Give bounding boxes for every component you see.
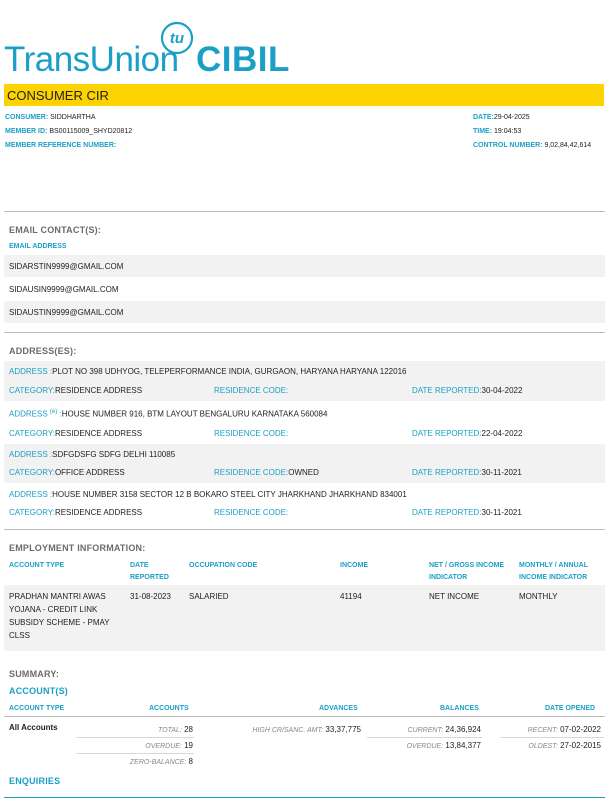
sum-header-account-type: ACCOUNT TYPE: [9, 705, 65, 712]
overdue-balance: OVERDUE: 13,84,377: [406, 741, 481, 750]
report-title: CONSUMER CIR: [7, 88, 109, 103]
divider: [4, 332, 605, 333]
email-row: SIDARSTIN9999@GMAIL.COM: [4, 255, 605, 277]
address-detail-row: CATEGORY:RESIDENCE ADDRESS RESIDENCE CODE: DATE REPORTED:30-04-2022: [4, 380, 605, 401]
emp-header-date-reported: DATE REPORTED: [130, 562, 169, 581]
report-title-bar: [4, 84, 604, 106]
email-row: SIDAUSIN9999@GMAIL.COM: [9, 285, 119, 294]
address-row: ADDRESS :SDFGDSFG SDFG DELHI 110085: [4, 444, 605, 465]
sum-header-advances: ADVANCES: [319, 705, 358, 712]
address-row: ADDRESS :HOUSE NUMBER 3158 SECTOR 12 B BOKARO STEEL CITY JHARKHAND JHARKHAND 834001: [9, 490, 407, 499]
current-balance: CURRENT: 24,36,924: [407, 725, 481, 734]
all-accounts-label: All Accounts: [9, 723, 58, 732]
emp-occupation: SALARIED: [189, 592, 229, 601]
control-number-field: CONTROL NUMBER: 9,02,84,42,614: [473, 142, 592, 149]
employment-section-title: EMPLOYMENT INFORMATION:: [9, 543, 146, 553]
transunion-cibil-logo: [4, 20, 294, 80]
emp-net-gross: NET INCOME: [429, 592, 480, 601]
accounts-title: ACCOUNT(S): [9, 686, 68, 696]
sum-header-balances: BALANCES: [440, 705, 479, 712]
divider: [4, 716, 605, 717]
oldest-date-opened: OLDEST: 27-02-2015: [528, 741, 601, 750]
emp-date-reported: 31-08-2023: [130, 592, 171, 601]
divider: [4, 797, 605, 798]
sum-header-accounts: ACCOUNTS: [149, 705, 189, 712]
logo-brand: TransUnion: [4, 40, 179, 79]
divider: [4, 529, 605, 530]
divider: [76, 737, 194, 738]
address-section-title: ADDRESS(ES):: [9, 346, 77, 356]
address-detail-row: CATEGORY:OFFICE ADDRESS RESIDENCE CODE:OWNED DATE REPORTED:30-11-2021: [4, 462, 605, 483]
address-detail-row: CATEGORY:RESIDENCE ADDRESS RESIDENCE CODE: DATE REPORTED:30-11-2021: [9, 508, 522, 517]
zero-balance-accounts: ZERO-BALANCE: 8: [129, 757, 193, 766]
email-address-header: EMAIL ADDRESS: [9, 243, 67, 250]
time-field: TIME: 19:04:53: [473, 128, 522, 135]
enquiries-title: ENQUIRIES: [9, 776, 61, 786]
total-accounts: TOTAL: 28: [158, 725, 193, 734]
recent-date-opened: RECENT: 07-02-2022: [527, 725, 601, 734]
divider: [500, 737, 604, 738]
svg-text:tu: tu: [169, 30, 185, 47]
date-field: DATE:29-04-2025: [473, 114, 530, 121]
sum-header-date-opened: DATE OPENED: [545, 705, 596, 712]
emp-header-occupation: OCCUPATION CODE: [189, 562, 258, 569]
divider: [4, 211, 605, 212]
consumer-field: CONSUMER: SIDDHARTHA: [5, 114, 96, 121]
emp-header-net-gross: NET / GROSS INCOME INDICATOR: [429, 562, 505, 581]
emp-account-type: PRADHAN MANTRI AWAS YOJANA - CREDIT LINK SUBSIDY SCHEME - PMAY CLSS: [9, 592, 110, 640]
emp-header-income: INCOME: [340, 562, 368, 569]
member-reference-field: MEMBER REFERENCE NUMBER:: [5, 142, 117, 149]
address-detail-row: CATEGORY:RESIDENCE ADDRESS RESIDENCE CODE: DATE REPORTED:22-04-2022: [9, 429, 523, 438]
emp-header-account-type: ACCOUNT TYPE: [9, 562, 65, 569]
summary-section-title: SUMMARY:: [9, 669, 60, 679]
high-credit-amount: HIGH CR/SANC. AMT: 33,37,775: [252, 725, 361, 734]
address-row: ADDRESS :PLOT NO 398 UDHYOG, TELEPERFORMANCE INDIA, GURGAON, HARYANA HARYANA 122016: [4, 361, 605, 382]
emp-monthly-annual: MONTHLY: [519, 592, 558, 601]
emp-income: 41194: [340, 592, 362, 601]
divider: [367, 737, 482, 738]
divider: [76, 753, 194, 754]
email-row: SIDAUSTIN9999@GMAIL.COM: [4, 301, 605, 323]
emp-header-monthly-annual: MONTHLY / ANNUAL INCOME INDICATOR: [519, 562, 588, 581]
overdue-accounts: OVERDUE: 19: [145, 741, 193, 750]
email-section-title: EMAIL CONTACT(S):: [9, 225, 102, 235]
address-row: ADDRESS $^{(e)}$ :HOUSE NUMBER 916, BTM LAYOUT BENGALURU KARNATAKA 560084: [9, 409, 328, 419]
logo-product: CIBIL: [196, 40, 290, 79]
tu-logo-icon: [159, 20, 195, 56]
member-id-field: MEMBER ID: BS00115009_SHYD20812: [5, 128, 133, 135]
